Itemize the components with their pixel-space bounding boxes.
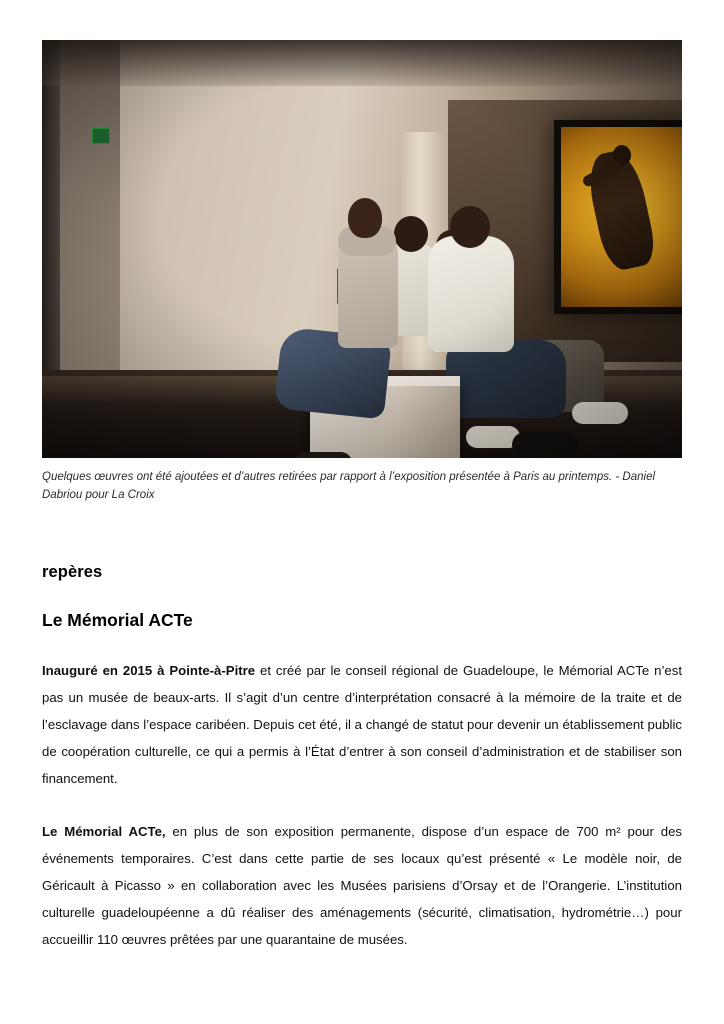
article-figure bbox=[42, 40, 682, 505]
photo-painting bbox=[554, 120, 682, 314]
photo-visitor-left-head bbox=[348, 198, 382, 238]
paragraph-2-text: en plus de son exposition permanente, dispose d’un espace de 700 m² pour des événements temporaires. C’est dans cette partie de ses locaux qu’est présenté « Le modèle noir, de Géricault à Picasso » en collaboration avec les Musées parisiens d’Orsay et de l’Orangerie. L’institution culturelle guadeloupéenne a dû réaliser des aménagements (sécurité, climatisation, hydrométrie…) pour accueillir 110 œuvres prêtées par une quarantaine de musées. bbox=[42, 823, 682, 948]
photo-visitor-third-head bbox=[394, 216, 428, 252]
photo-wall-left-shadow bbox=[42, 40, 60, 380]
section-kicker: repères bbox=[42, 562, 103, 581]
paragraph-1-lead: Inauguré en 2015 à Pointe-à-Pitre bbox=[42, 662, 256, 678]
figure-caption: Quelques œuvres ont été ajoutées et d’autres retirées par rapport à l’exposition présentée à Paris au printemps. - Daniel Dabriou pour La Croix bbox=[42, 471, 656, 501]
photo-shoe-background-right bbox=[572, 402, 628, 424]
photo-shoe-right bbox=[512, 432, 578, 458]
article-content bbox=[42, 40, 682, 953]
exit-sign-icon bbox=[92, 128, 110, 144]
photo-visitor-right-torso bbox=[428, 236, 514, 352]
page-title: Le Mémorial ACTe bbox=[42, 609, 193, 630]
photo-visitor-right-head bbox=[450, 206, 490, 248]
paragraph-2 bbox=[42, 818, 682, 953]
article-photo bbox=[42, 40, 682, 458]
paragraph-1-text: et créé par le conseil régional de Guadeloupe, le Mémorial ACTe n’est pas un musée de beaux-arts. Il s’agit d’un centre d’interprétation consacré à la mémoire de la traite et de l’esclavage dans l’espace caribéen. Depuis cet été, il a changé de statut pour devenir un établissement public de coopération culturelle, ce qui a permis à l’État d’entrer à son conseil d’administration et de stabiliser son financement. bbox=[42, 662, 682, 786]
photo-ceiling-shadow bbox=[42, 40, 682, 86]
paragraph-1 bbox=[42, 657, 682, 792]
photo-shoe-left-back bbox=[294, 452, 352, 458]
paragraph-2-lead: Le Mémorial ACTe, bbox=[42, 823, 166, 839]
